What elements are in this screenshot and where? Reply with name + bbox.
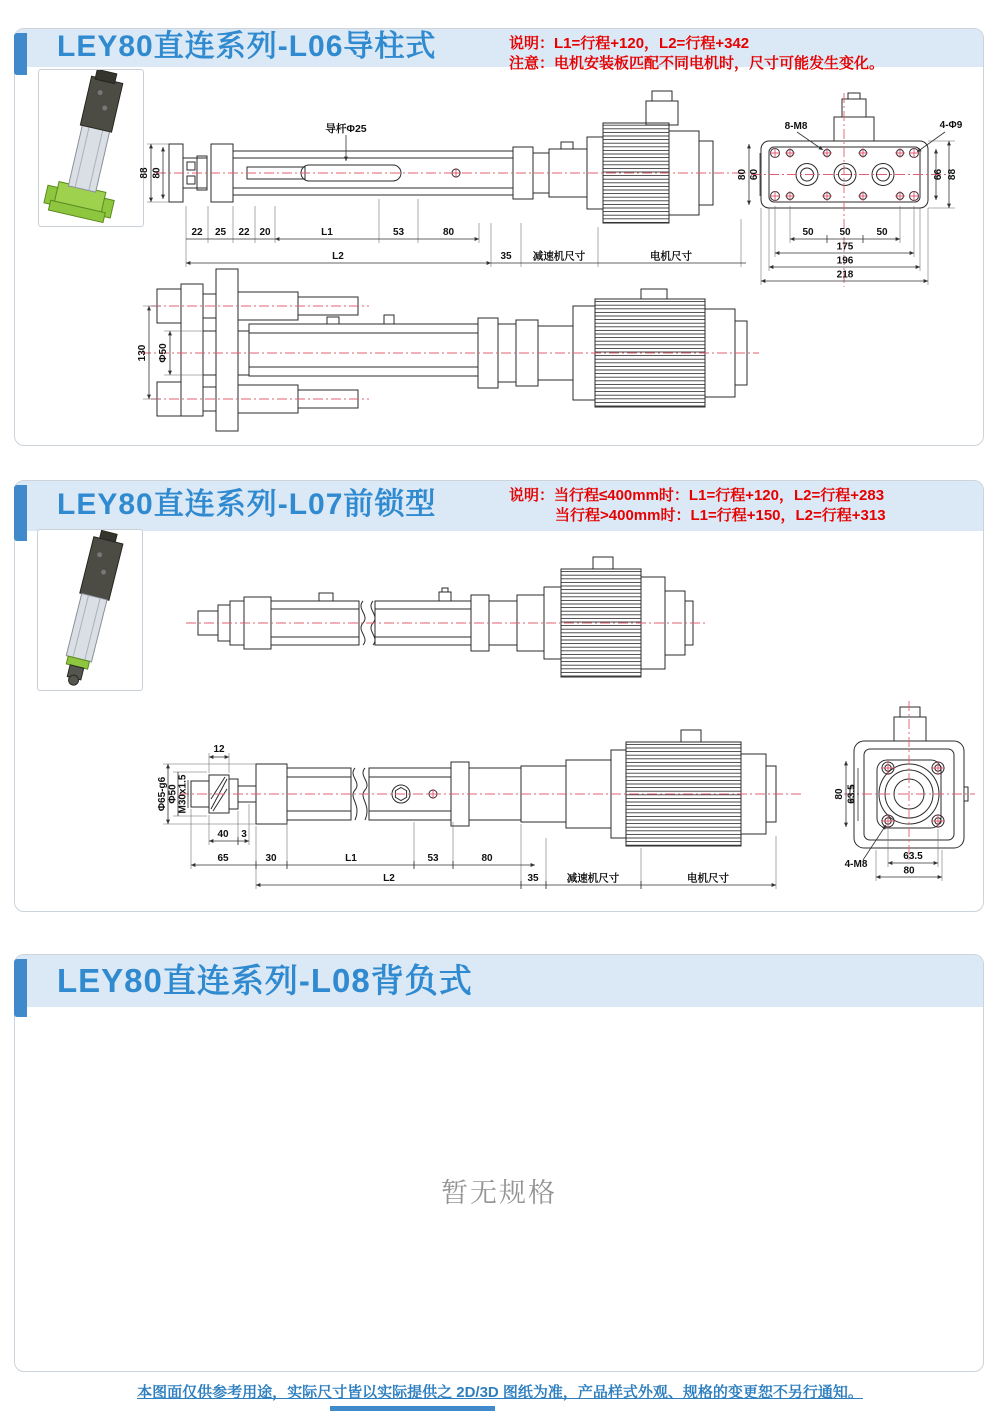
dim: L2 — [332, 251, 344, 262]
note-line: 说明：当行程≤400mm时：L1=行程+120，L2=行程+283 — [509, 487, 885, 504]
dim: 3 — [241, 829, 247, 840]
dim: 218 — [836, 269, 854, 281]
footer-disclaimer — [0, 1381, 1000, 1402]
dim: 88 — [947, 168, 958, 181]
section-l08-header — [15, 955, 983, 1007]
note-line: 说明：L1=行程+120，L2=行程+342 — [509, 35, 750, 52]
dim: M30x1.5 — [177, 774, 189, 814]
l06-dimension-drawing — [15, 67, 985, 447]
hole-callout: 8-M8 — [784, 121, 808, 132]
l06-side-view — [169, 91, 713, 223]
reducer-size-label: 减速机尺寸 — [566, 872, 620, 885]
dim: 35 — [500, 251, 512, 262]
motor-size-label: 电机尺寸 — [687, 872, 729, 885]
dim: 88 — [139, 167, 150, 179]
dim: 66 — [933, 168, 944, 181]
section-l07 — [14, 480, 984, 912]
dim: Φ50 — [158, 343, 169, 363]
dim: 25 — [214, 227, 227, 238]
dim: L1 — [345, 853, 357, 864]
no-spec-area — [15, 1007, 983, 1373]
section-l08 — [14, 954, 984, 1372]
section-l08-title: LEY80直连系列-L08背负式 — [57, 962, 473, 999]
dim: 130 — [137, 344, 148, 362]
dim: L1 — [321, 227, 333, 238]
dim: Φ50 — [167, 784, 179, 804]
dim: 40 — [217, 829, 229, 840]
dim: 80 — [903, 865, 915, 877]
dim: L2 — [383, 873, 395, 884]
l06-plate-view — [761, 93, 928, 208]
page-bottom-bar — [330, 1406, 495, 1411]
dim: 20 — [259, 227, 271, 238]
motor-size-label: 电机尺寸 — [650, 250, 692, 263]
dim: 53 — [392, 227, 405, 238]
centerlines — [141, 93, 946, 399]
dimension-lines — [168, 757, 942, 889]
section-l07-title: LEY80直连系列-L07前锁型 — [57, 488, 437, 521]
dim: 80 — [151, 167, 163, 179]
note-line: 当行程>400mm时：L1=行程+150，L2=行程+313 — [555, 507, 886, 524]
dim: 22 — [191, 227, 203, 238]
footer-disclaimer-text: 本图面仅供参考用途，实际尺寸皆以实际提供之 2D/3D 图纸为准，产品样式外观、规格的变更恕不另行通知。 — [137, 1384, 863, 1401]
hole-callout: 4-M8 — [844, 859, 868, 870]
dim: 196 — [836, 255, 854, 267]
dim: 50 — [839, 227, 851, 238]
dim: Φ65-g6 — [157, 776, 168, 812]
l06-guide-rod-view — [157, 269, 747, 431]
dim: 63.5 — [903, 851, 923, 862]
dim: 60 — [749, 168, 760, 181]
dim: 12 — [213, 744, 225, 755]
rod-dia-label: 导杆Φ25 — [325, 123, 367, 135]
extension-lines — [163, 753, 942, 889]
dim: 50 — [802, 227, 814, 238]
reducer-size-label: 减速机尺寸 — [532, 250, 586, 263]
dim: 80 — [481, 853, 493, 864]
dim: 50 — [876, 227, 888, 238]
dim: 35 — [527, 873, 539, 884]
dim: 80 — [834, 788, 845, 800]
section-l06-header — [15, 29, 983, 72]
dim: 175 — [836, 241, 854, 253]
section-l07-header — [15, 481, 983, 531]
section-l07-notes — [509, 486, 886, 526]
dim: 80 — [442, 227, 455, 238]
note-line: 注意：电机安装板匹配不同电机时，尺寸可能发生变化。 — [509, 55, 885, 72]
no-spec-text: 暂无规格 — [441, 1177, 557, 1208]
l07-dimension-drawing — [15, 531, 985, 913]
section-l06 — [14, 28, 984, 446]
dim: 80 — [737, 168, 748, 181]
dim: 63.5 — [846, 784, 858, 804]
dim: 30 — [265, 853, 277, 864]
section-l06-title: LEY80直连系列-L06导柱式 — [57, 30, 437, 63]
l07-side-view — [198, 557, 693, 677]
hole-callout: 4-Φ9 — [939, 120, 963, 131]
dim: 65 — [217, 853, 229, 864]
dim: 22 — [238, 227, 250, 238]
l07-dim-view — [191, 730, 776, 846]
dim: 53 — [427, 853, 439, 864]
accent-bar — [14, 959, 27, 1017]
